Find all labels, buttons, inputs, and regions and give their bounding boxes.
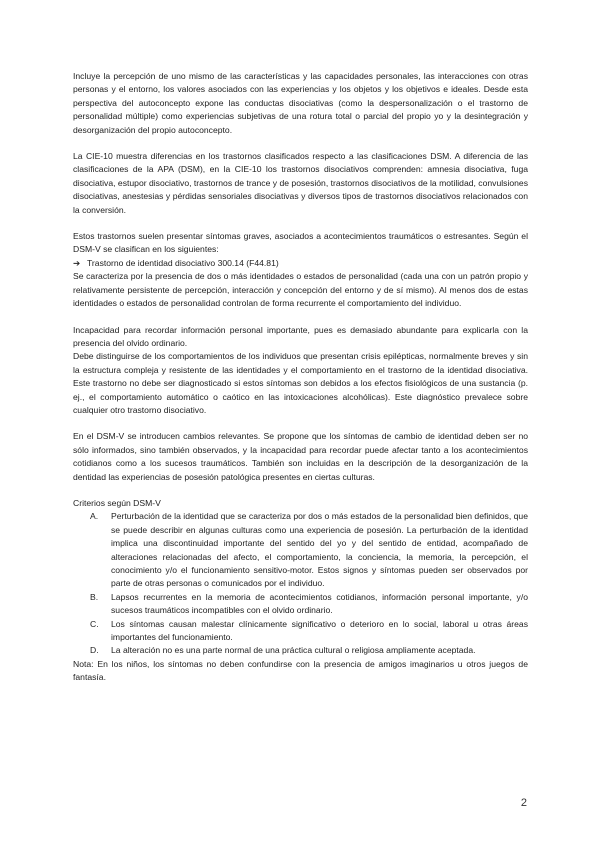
- arrow-item-text: Trastorno de identidad disociativo 300.14 (F44.81): [87, 257, 279, 268]
- paragraph-autoconcepto: Incluye la percepción de uno mismo de las características y las capacidades personales, las interacciones con otras personas y el entorno, los valores asociados con las experiencias y los objetos y los objetivos e ideales. Desde esta perspectiva del autoconcepto expone las conductas disociativas (como la despersonalización o el trastorno de personalidad múltiple) como experiencias subjetivas de una rotura total o parcial del propio yo y la desintegración y desorganización del propio autoconcepto.: [73, 71, 528, 135]
- paragraph-sintomas: Estos trastornos suelen presentar síntomas graves, asociados a acontecimientos traumáticos o estresantes. Según el DSM-V se clasifican en los siguientes:: [73, 231, 528, 255]
- criteria-item: [73, 591, 528, 618]
- criteria-text: Los síntomas causan malestar clínicamente significativo o deterioro en lo social, laboral u otras áreas importantes del funcionamiento.: [111, 618, 528, 643]
- document-body: [73, 70, 528, 685]
- criteria-item: [73, 510, 528, 590]
- arrow-icon: ➔: [73, 257, 81, 268]
- paragraph-incapacidad: Incapacidad para recordar información personal importante, pues es demasiado abundante para explicarla con la presencia del olvido ordinario.: [73, 324, 528, 348]
- criteria-list: [73, 510, 528, 657]
- criteria-marker: C.: [90, 618, 99, 629]
- criteria-text: La alteración no es una parte normal de una práctica cultural o religiosa ampliamente aceptada.: [111, 645, 476, 656]
- criteria-marker: D.: [90, 645, 99, 656]
- note-paragraph: Nota: En los niños, los síntomas no deben confundirse con la presencia de amigos imaginarios u otros juegos de fantasía.: [73, 658, 528, 683]
- criteria-text: Perturbación de la identidad que se caracteriza por dos o más estados de la personalidad bien definidos, que se puede describir en algunas culturas como una experiencia de posesión. La perturbación de la identidad implica una discontinuidad importante del sentido del yo y del sentido de entidad, acompañado de alteraciones relacionadas del afecto, el comportamiento, la conciencia, la memoria, la percepción, el conocimiento y/o el funcionamiento sensitivo-motor. Estos signos y síntomas pueden ser observados por parte de otras personas o comunicados por el individuo.: [111, 511, 528, 589]
- criteria-marker: B.: [90, 591, 99, 602]
- criteria-title: Criterios según DSM-V: [73, 497, 161, 508]
- page-number: 2: [520, 797, 527, 809]
- paragraph-cie10: La CIE-10 muestra diferencias en los trastornos clasificados respecto a las clasificaciones DSM. A diferencia de las clasificaciones de la APA (DSM), en la CIE-10 los trastornos disociativos comprenden: amnesia disociativa, fuga disociativa, estupor disociativo, trastornos de trance y de posesión, trastornos disociativos de la motilidad, convulsiones disociativas, anestesias y pérdidas sensoriales disociativas y diversos tipos de trastornos disociativos relacionados con la conversión.: [73, 151, 528, 215]
- arrow-list-item: [73, 257, 528, 270]
- criteria-marker: A.: [90, 511, 99, 522]
- criteria-item: [73, 644, 528, 657]
- paragraph-distinguirse: Debe distinguirse de los comportamientos de los individuos que presentan crisis epilépticas, normalmente breves y sin la estructura compleja y resistente de las identidades y el comportamiento en el trastorno de la identidad disociativa. Este trastorno no debe ser diagnosticado si estos síntomas son debidos a los efectos fisiológicos de una sustancia (p. ej., el comportamiento automático o caótico en las intoxicaciones alcohólicas). Este diagnóstico prevalece sobre cualquier otro trastorno disociativo.: [73, 351, 528, 415]
- paragraph-dsm5-cambios: En el DSM-V se introducen cambios relevantes. Se propone que los síntomas de cambio de identidad deben ser no sólo informados, sino también observados, y la incapacidad para recordar puede afectar tanto a los acontecimientos cotidianos como a los sucesos traumáticos. También son incluidas en la descripción de la desorganización de la dentidad las experiencias de posesión patológica presentes en ciertas culturas.: [73, 431, 528, 482]
- criteria-item: [73, 618, 528, 645]
- criteria-text: Lapsos recurrentes en la memoria de acontecimientos cotidianos, información personal importante, y/o sucesos traumáticos incompatibles con el olvido ordinario.: [111, 591, 528, 616]
- paragraph-caracteriza: Se caracteriza por la presencia de dos o más identidades o estados de personalidad (cada una con un patrón propio y relativamente persistente de percepción, interacción y concepción del entorno y de sí mismo). Al menos dos de estas identidades o estados de personalidad controlan de forma recurrente el comportamiento del individuo.: [73, 271, 528, 309]
